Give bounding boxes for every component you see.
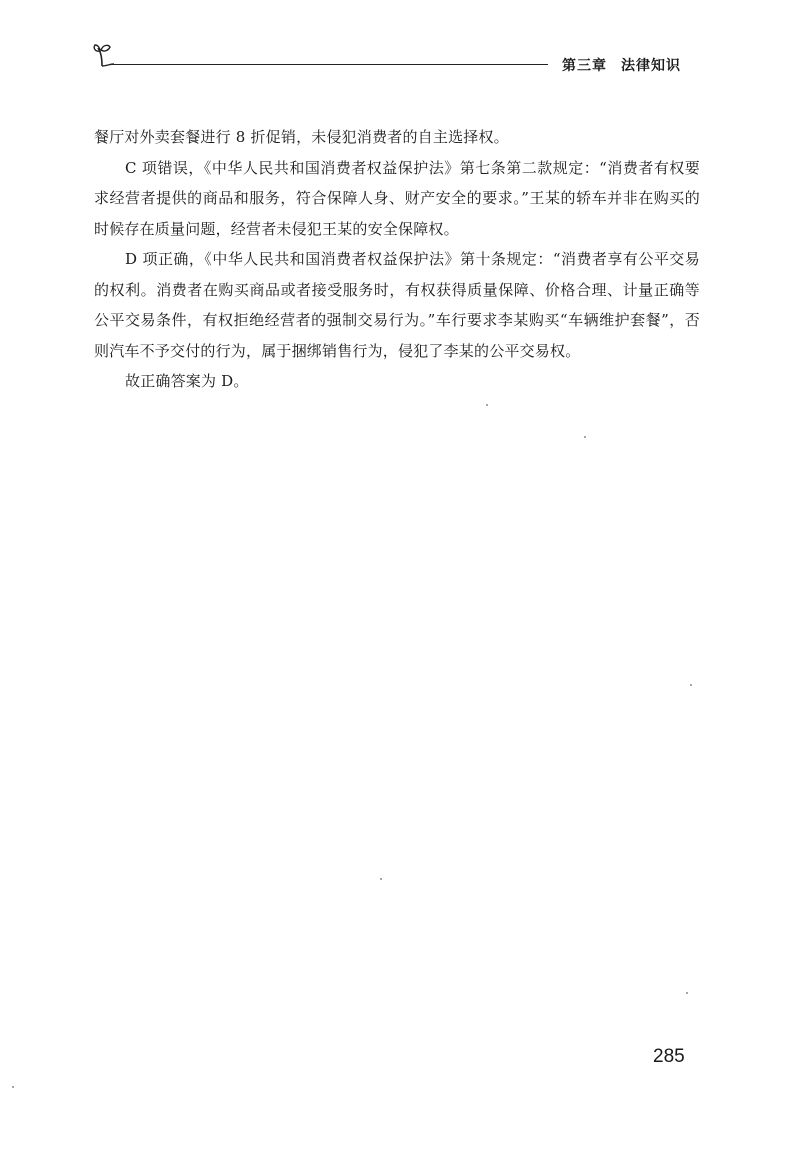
paragraph-answer: 故正确答案为 D。 xyxy=(125,372,249,390)
paragraph-option-c: C 项错误，《中华人民共和国消费者权益保护法》第七条第二款规定：“消费者有权要求经营者提供的商品和服务，符合保障人身、财产安全的要求。”王某的轿车并非在购买的时候存在质量问题，经营者未侵犯王某的安全保障权。 xyxy=(94,158,700,238)
paragraph-option-d: D 项正确，《中华人民共和国消费者权益保护法》第十条规定：“消费者享有公平交易的权利。消费者在购买商品或者接受服务时，有权获得质量保障、价格合理、计量正确等公平交易条件，有权拒绝经营者的强制交易行为。”车行要求李某购买“车辆维护套餐”，否则汽车不予交付的行为，属于捆绑销售行为，侵犯了李某的公平交易权。 xyxy=(94,250,700,360)
page-number: 285 xyxy=(653,1046,685,1067)
scan-speck xyxy=(486,404,488,406)
header-rule xyxy=(112,64,548,65)
body-text xyxy=(94,122,700,397)
chapter-label: 第三章 xyxy=(562,58,607,74)
scan-speck xyxy=(12,1086,14,1088)
section-label: 法律知识 xyxy=(621,58,681,74)
scan-speck xyxy=(690,684,692,686)
scan-speck xyxy=(584,436,586,438)
paragraph-continuation: 餐厅对外卖套餐进行 8 折促销，未侵犯消费者的自主选择权。 xyxy=(94,128,509,146)
scan-speck xyxy=(380,878,382,880)
scan-speck xyxy=(686,992,688,994)
running-header xyxy=(562,55,681,75)
